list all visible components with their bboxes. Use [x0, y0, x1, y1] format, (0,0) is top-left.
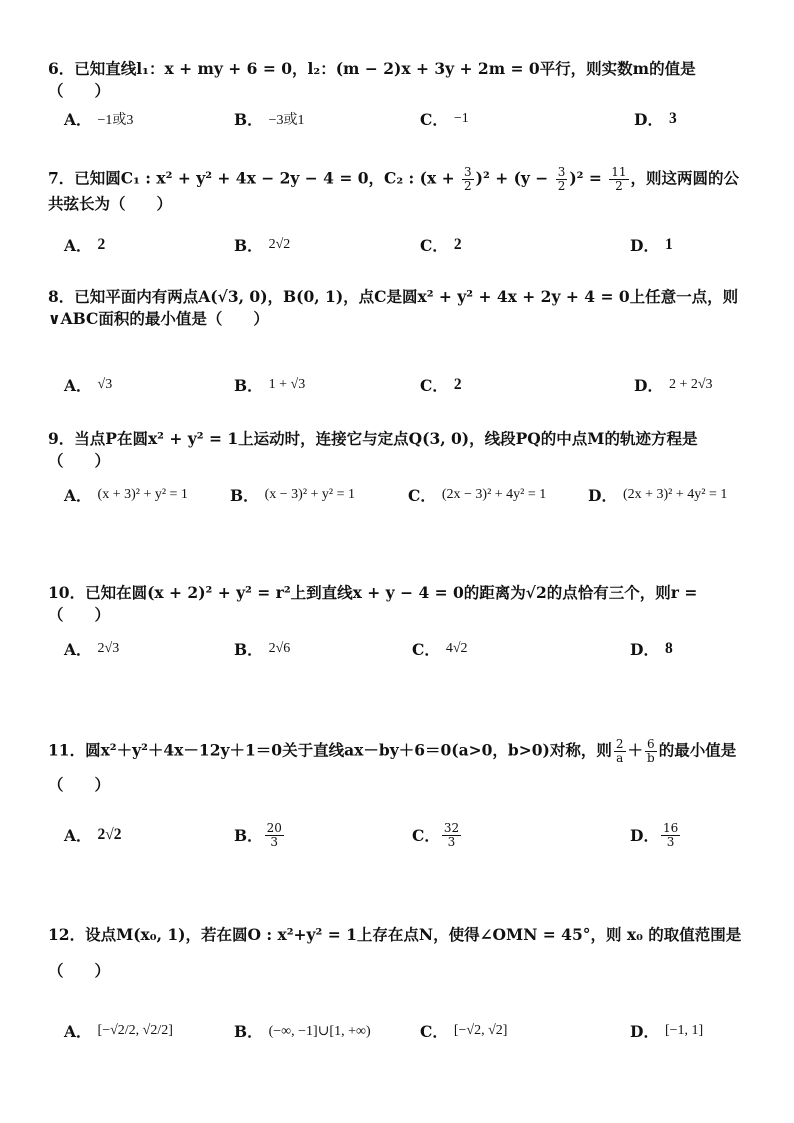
question-8-options: [64, 370, 754, 400]
option-d[interactable]: D． 3: [634, 110, 677, 129]
option-b[interactable]: B． 1 + √3: [234, 376, 306, 395]
option-a[interactable]: A． √3: [64, 376, 113, 395]
question-8-stem: 8．已知平面内有两点A(√3, 0)，B(0, 1)，点C是圆x² + y² + 4x + 2y + 4 = 0上任意一点，则∨ABC面积的最小值是（ ）: [48, 287, 739, 328]
question-12-stem-line2: （ ）: [48, 961, 111, 980]
option-a[interactable]: A． 2: [64, 236, 106, 255]
option-a[interactable]: A． 2√3: [64, 640, 120, 659]
question-10-stem: 10．已知在圆(x + 2)² + y² = r²上到直线x + y − 4 = 0的距离为√2的点恰有三个，则r =（ ）: [48, 583, 698, 624]
option-a[interactable]: A． 2√2: [64, 826, 122, 845]
fraction: $\frac{16}{3}$: [662, 820, 679, 849]
option-d[interactable]: D． [−1, 1]: [630, 1022, 704, 1041]
question-7-stem: 7．已知圆C₁ : x² + y² + 4x − 2y − 4 = 0，C₂ : (x + $\frac{3}{2}$ )² + (y − $\frac{3}{2}$ )² = $\frac{11}{2}$ ，则这两圆的公共弦长为（ ）: [48, 165, 740, 213]
question-6-options: [64, 104, 754, 134]
question-6-stem: 6．已知直线l₁：x + my + 6 = 0，l₂：(m − 2)x + 3y + 2m = 0平行，则实数m的值是（ ）: [48, 59, 696, 100]
fraction: $\frac{2}{a}$: [615, 737, 624, 765]
question-9-options: [64, 480, 754, 510]
question-11-stem-line2: （ ）: [48, 775, 111, 794]
option-b[interactable]: B． (−∞, −1]∪[1, +∞): [234, 1022, 371, 1041]
option-a[interactable]: A． −1或3: [64, 110, 134, 129]
option-b[interactable]: B． −3或1: [234, 110, 305, 129]
question-7-options: [64, 230, 754, 260]
fraction: $\frac{11}{2}$: [611, 165, 627, 193]
fraction: $\frac{32}{3}$: [443, 820, 460, 849]
fraction: $\frac{3}{2}$: [464, 165, 472, 193]
option-b[interactable]: B． 2√6: [234, 640, 291, 659]
option-b[interactable]: B． $\frac{20}{3}$: [234, 820, 282, 849]
option-b[interactable]: B． (x − 3)² + y² = 1: [230, 486, 356, 505]
fraction: $\frac{20}{3}$: [266, 820, 282, 849]
fraction: $\frac{3}{2}$: [557, 165, 566, 193]
question-10-options: [64, 634, 754, 664]
option-d[interactable]: D． $\frac{16}{3}$: [630, 820, 679, 849]
option-c[interactable]: C． 2: [420, 376, 462, 395]
question-11-stem: 11．圆x²＋y²＋4x－12y＋1＝0关于直线ax－by＋6＝0(a>0，b>0)对称，则 $\frac{2}{a}$ ＋ $\frac{6}{b}$ 的最小值是: [48, 737, 737, 765]
option-c[interactable]: C． $\frac{32}{3}$: [412, 820, 460, 849]
option-c[interactable]: C． [−√2, √2]: [420, 1022, 508, 1041]
option-a[interactable]: A． (x + 3)² + y² = 1: [64, 486, 188, 505]
option-b[interactable]: B． 2√2: [234, 236, 291, 255]
question-12-options: [64, 1016, 754, 1046]
option-c[interactable]: C． (2x − 3)² + 4y² = 1: [408, 486, 547, 505]
option-c[interactable]: C． 4√2: [412, 640, 468, 659]
question-12-stem: 12．设点M(x₀, 1)，若在圆O : x²+y² = 1上存在点N，使得∠OMN = 45°，则 x₀ 的取值范围是: [48, 925, 742, 944]
option-c[interactable]: C． 2: [420, 236, 462, 255]
option-d[interactable]: D． 2 + 2√3: [634, 376, 713, 395]
question-11-options: [64, 820, 754, 850]
option-d[interactable]: D． 1: [630, 236, 673, 255]
option-c[interactable]: C． −1: [420, 110, 469, 129]
option-d[interactable]: D． (2x + 3)² + 4y² = 1: [588, 486, 728, 505]
fraction: $\frac{6}{b}$: [647, 737, 655, 765]
option-d[interactable]: D． 8: [630, 640, 673, 659]
question-9-stem: 9．当点P在圆x² + y² = 1上运动时，连接它与定点Q(3, 0)，线段PQ的中点M的轨迹方程是（ ）: [48, 429, 698, 470]
option-a[interactable]: A． [−√2/2, √2/2]: [64, 1022, 173, 1041]
